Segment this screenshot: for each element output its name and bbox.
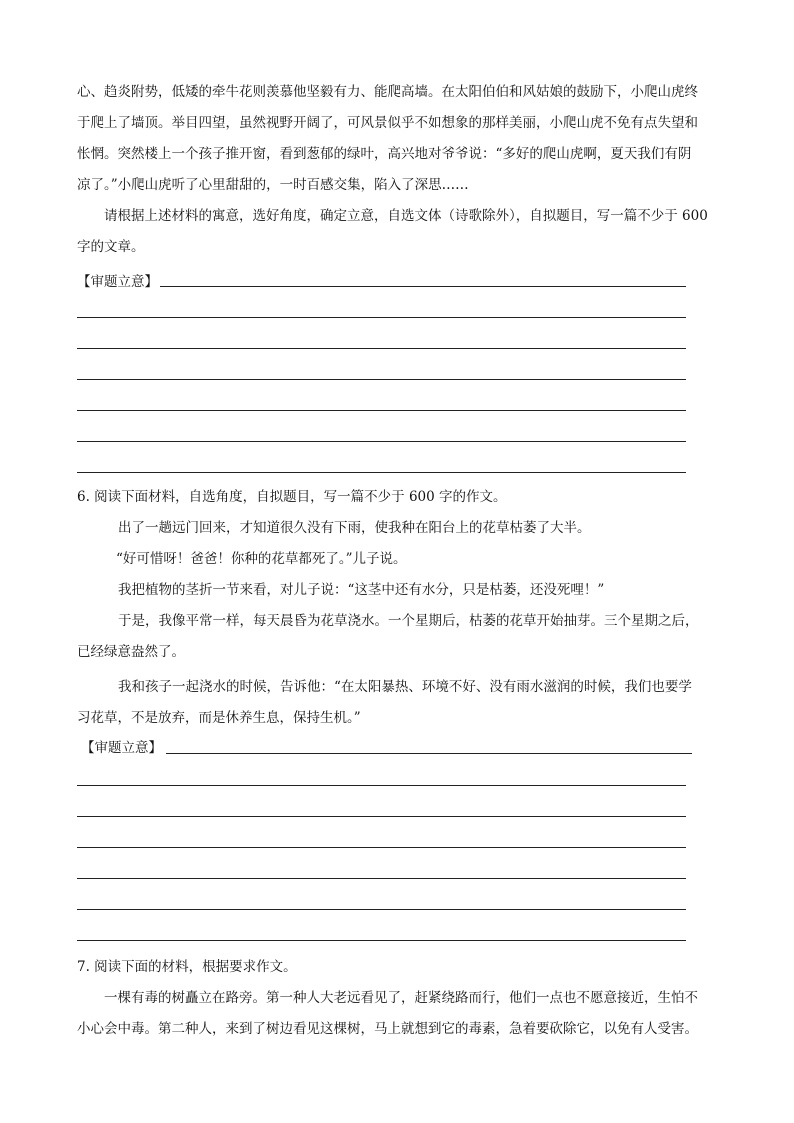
- q6-paragraph-5: 我和孩子一起浇水的时候，告诉他：“在太阳暴热、环境不好、没有雨水滋润的时候，我们也要学: [118, 679, 692, 695]
- answer-line[interactable]: [77, 816, 686, 817]
- question-6-heading: 6. 阅读下面材料，自选角度，自拟题目，写一篇不少于 600 字的作文。: [77, 489, 507, 505]
- answer-line[interactable]: [77, 909, 686, 910]
- answer-line[interactable]: [166, 753, 692, 754]
- q6-paragraph-4: 于是，我像平常一样，每天晨昏为花草浇水。一个星期后，枯萎的花草开始抽芽。三个星期之后，: [118, 613, 699, 629]
- q6-paragraph-1: 出了一趟远门回来，才知道很久没有下雨，使我种在阳台上的花草枯萎了大半。: [118, 520, 591, 536]
- answer-line[interactable]: [77, 410, 686, 411]
- answer-line[interactable]: [77, 379, 686, 380]
- material5-prompt-line-2: 字的文章。: [77, 239, 145, 255]
- answer-line[interactable]: [77, 317, 686, 318]
- material5-line-3: 怅惘。突然楼上一个孩子推开窗，看到葱郁的绿叶，高兴地对爷爷说：“多好的爬山虎啊，夏天我们有阴: [77, 146, 692, 162]
- q7-line-1: 一棵有毒的树矗立在路旁。第一种人大老远看见了，赶紧绕路而行，他们一点也不愿意接近，生怕不: [104, 990, 698, 1006]
- answer-line[interactable]: [77, 348, 686, 349]
- q6-paragraph-2: “好可惜呀！爸爸！你种的花草都死了。”儿子说。: [116, 551, 407, 567]
- material5-line-4: 凉了。”小爬山虎听了心里甜甜的，一时百感交集，陷入了深思……: [77, 177, 469, 193]
- q6-paragraph-5-cont: 习花草，不是放弃，而是休养生息，保持生机。”: [77, 710, 361, 726]
- material5-line-1: 心、趋炎附势，低矮的牵牛花则羡慕他坚毅有力、能爬高墙。在太阳伯伯和风姑娘的鼓励下，小爬山虎终: [77, 84, 698, 100]
- answer-line[interactable]: [77, 940, 686, 941]
- material5-line-2: 于爬上了墙顶。举目四望，虽然视野开阔了，可风景似乎不如想象的那样美丽，小爬山虎不免有点失望和: [77, 115, 698, 131]
- answer-line[interactable]: [77, 878, 686, 879]
- material5-prompt-line-1: 请根据上述材料的寓意，选好角度，确定立意，自选文体（诗歌除外），自拟题目，写一篇不少于 600: [104, 208, 708, 224]
- q7-line-2: 小心会中毒。第二种人，来到了树边看见这棵树，马上就想到它的毒素，急着要砍除它，以免有人受害。: [77, 1021, 698, 1037]
- answer-line[interactable]: [77, 847, 686, 848]
- answer-line[interactable]: [77, 441, 686, 442]
- shenti-label-1: 【审题立意】: [77, 274, 158, 290]
- answer-line[interactable]: [160, 286, 686, 287]
- question-7-heading: 7. 阅读下面的材料，根据要求作文。: [77, 959, 297, 975]
- answer-line[interactable]: [77, 785, 686, 786]
- q6-paragraph-4-cont: 已经绿意盎然了。: [77, 644, 185, 660]
- shenti-label-2: 【审题立意】: [81, 740, 162, 756]
- q6-paragraph-3: 我把植物的茎折一节来看，对儿子说：“这茎中还有水分，只是枯萎，还没死哩！”: [118, 582, 605, 598]
- answer-line[interactable]: [77, 472, 686, 473]
